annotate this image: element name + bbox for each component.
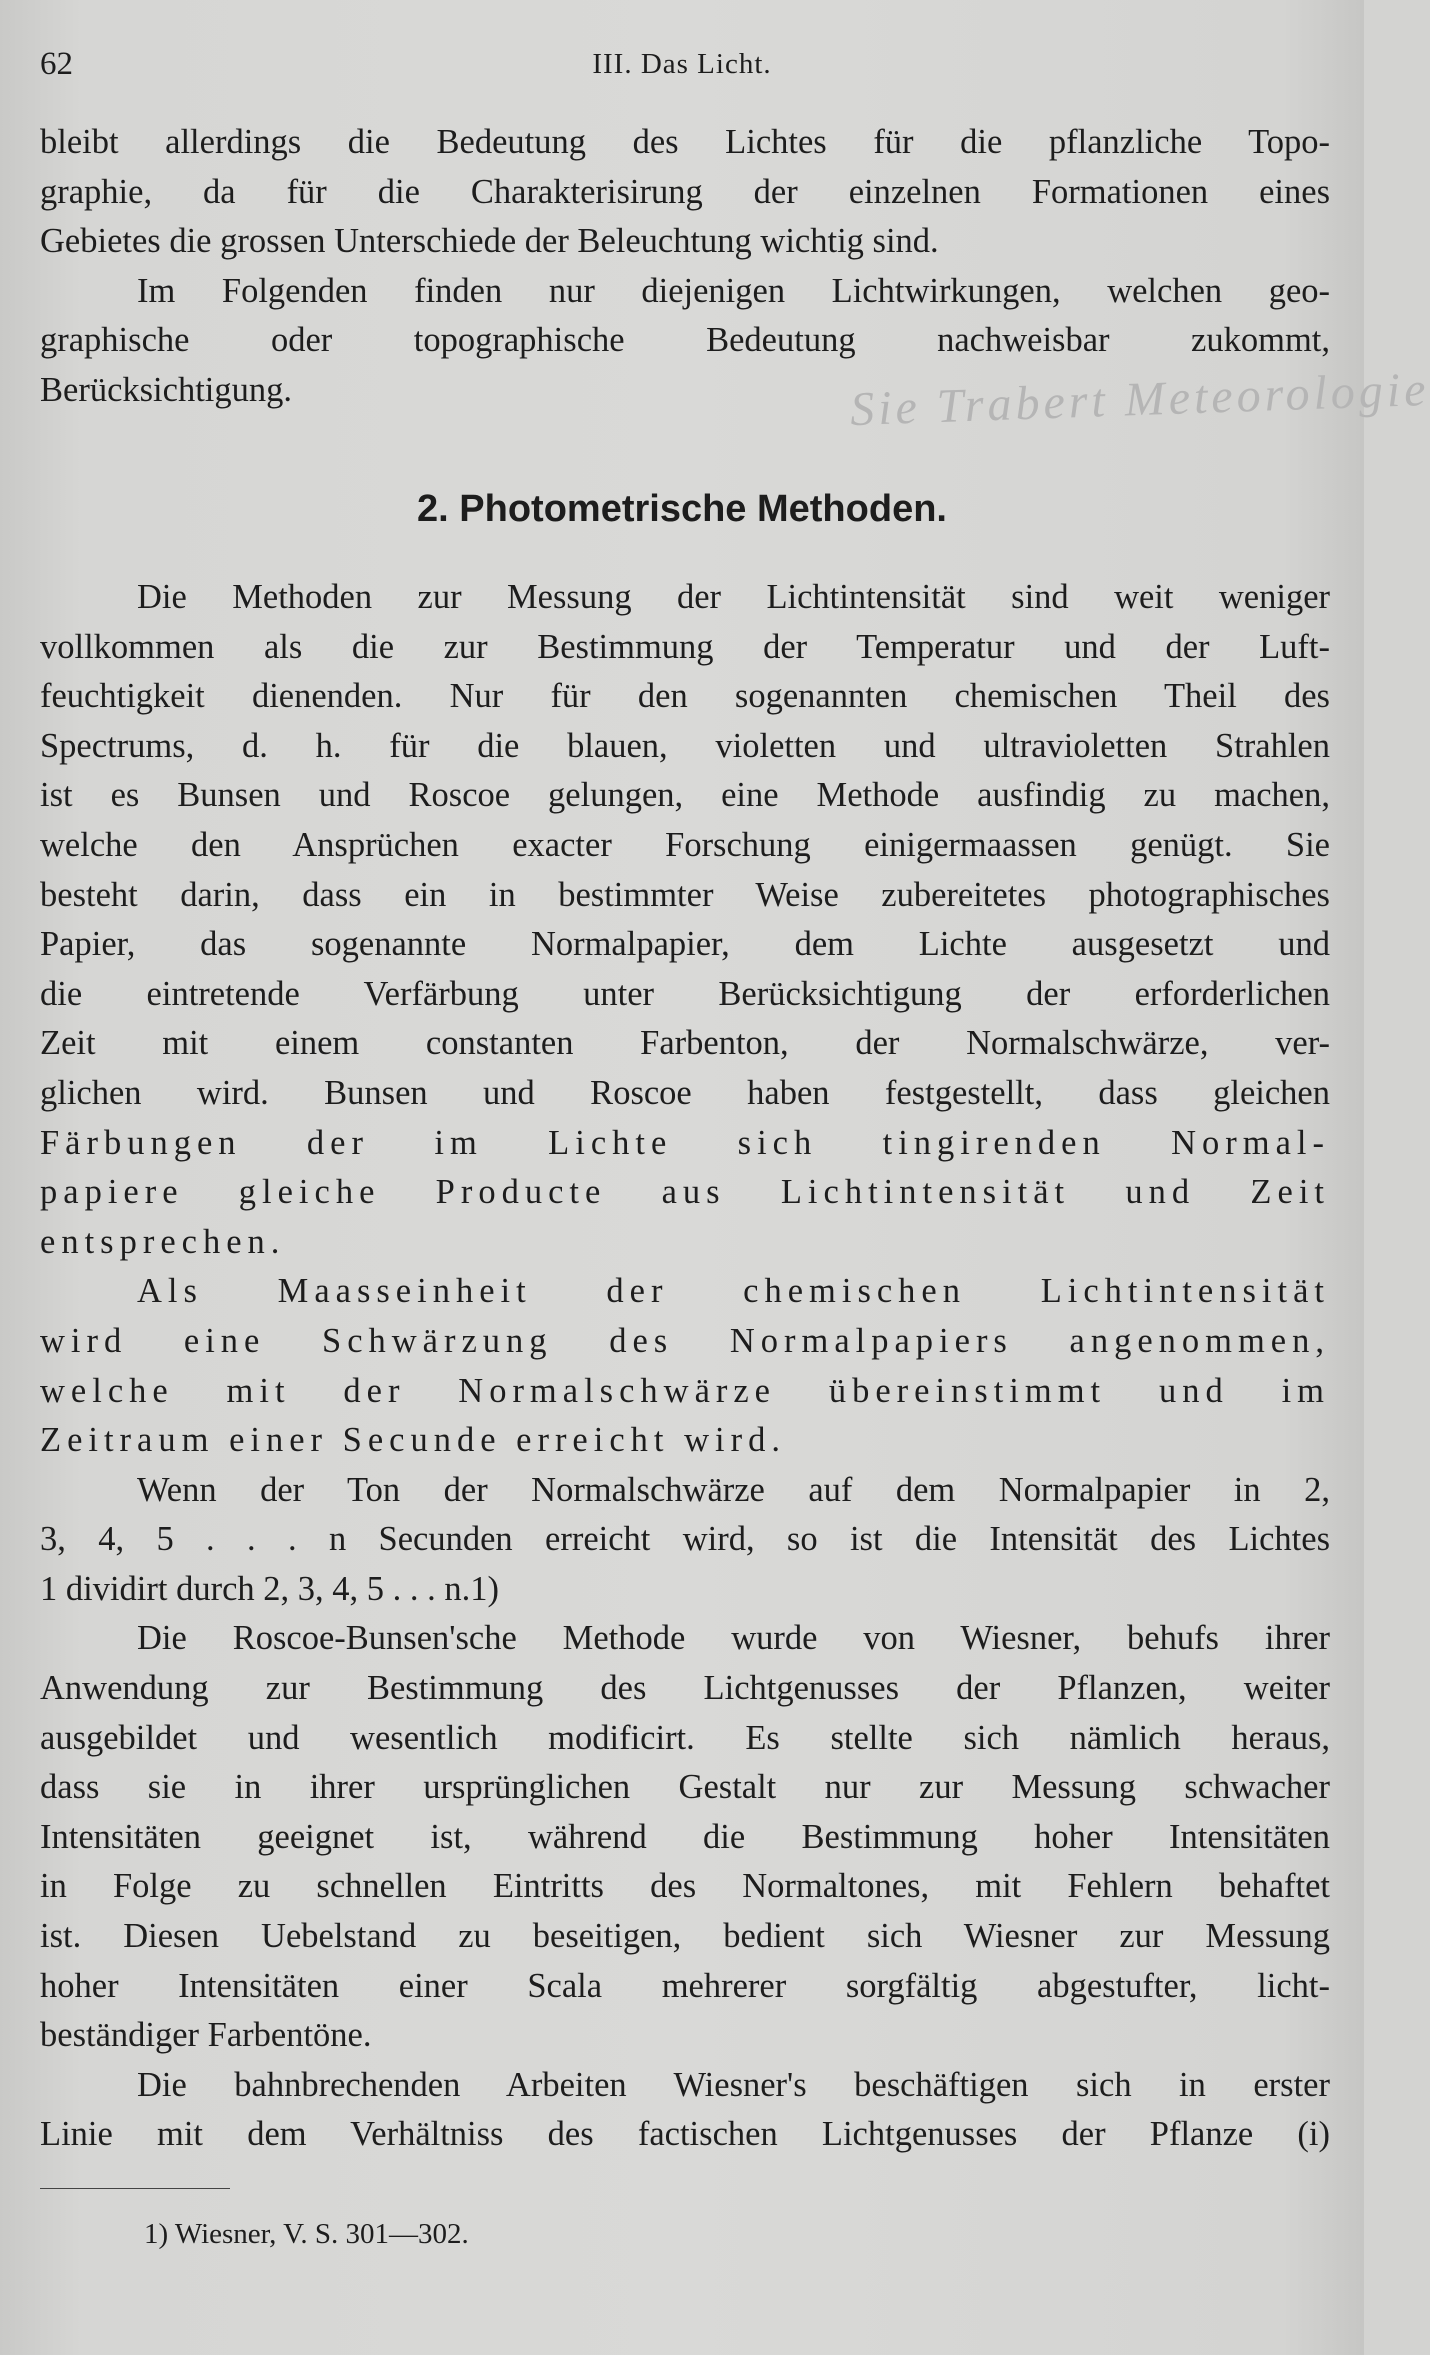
footnote-divider (40, 2188, 230, 2189)
text-line: die eintretende Verfärbung unter Berücksichtigung der erforderlichen (40, 974, 1330, 1013)
footnote: 1) Wiesner, V. S. 301—302. (144, 2218, 469, 2250)
text-line: welche mit der Normalschwärze übereinstimmt und im (40, 1371, 1330, 1410)
text-line: Die bahnbrechenden Arbeiten Wiesner's beschäftigen sich in erster (137, 2065, 1330, 2104)
page-number: 62 (40, 46, 73, 82)
text-line: Wenn der Ton der Normalschwärze auf dem Normalpapier in 2, (137, 1470, 1330, 1509)
text-line: entsprechen. (40, 1222, 286, 1261)
text-line: Zeitraum einer Secunde erreicht wird. (40, 1421, 786, 1460)
text-line: feuchtigkeit dienenden. Nur für den sogenannten chemischen Theil des (40, 677, 1330, 716)
section-heading: 2. Photometrische Methoden. (417, 488, 947, 530)
methods-text (40, 573, 1330, 2160)
text-line: 1 dividirt durch 2, 3, 4, 5 . . . n.1) (40, 1569, 499, 1608)
text-line: vollkommen als die zur Bestimmung der Temperatur und der Luft- (40, 627, 1330, 666)
text-line: Gebietes die grossen Unterschiede der Beleuchtung wichtig sind. (40, 222, 939, 261)
text-line: dass sie in ihrer ursprünglichen Gestalt nur zur Messung schwacher (40, 1768, 1330, 1807)
text-line: ausgebildet und wesentlich modificirt. Es stellte sich nämlich heraus, (40, 1718, 1330, 1757)
intro-text (40, 118, 1330, 416)
text-line: Im Folgenden finden nur diejenigen Lichtwirkungen, welchen geo- (137, 271, 1330, 310)
text-line: ist. Diesen Uebelstand zu beseitigen, bedient sich Wiesner zur Messung (40, 1917, 1330, 1956)
text-line: Die Roscoe-Bunsen'sche Methode wurde von Wiesner, behufs ihrer (137, 1619, 1330, 1658)
running-title: III. Das Licht. (592, 48, 772, 80)
text-line: graphie, da für die Charakterisirung der einzelnen Formationen eines (40, 172, 1330, 211)
text-line: Spectrums, d. h. für die blauen, violetten und ultravioletten Strahlen (40, 726, 1330, 765)
text-line: beständiger Farbentöne. (40, 2016, 372, 2055)
text-line: hoher Intensitäten einer Scala mehrerer sorgfältig abgestufter, licht- (40, 1966, 1330, 2005)
text-line: welche den Ansprüchen exacter Forschung einigermaassen genügt. Sie (40, 825, 1330, 864)
text-line: glichen wird. Bunsen und Roscoe haben festgestellt, dass gleichen (40, 1073, 1330, 1112)
text-line: Anwendung zur Bestimmung des Lichtgenusses der Pflanzen, weiter (40, 1669, 1330, 1708)
text-line: bleibt allerdings die Bedeutung des Lichtes für die pflanzliche Topo- (40, 123, 1330, 161)
text-line: Die Methoden zur Messung der Lichtintensität sind weit weniger (137, 578, 1330, 616)
text-line: besteht darin, dass ein in bestimmter Weise zubereitetes photographisches (40, 875, 1330, 914)
text-line: Als Maasseinheit der chemischen Lichtintensität (137, 1272, 1330, 1311)
text-line: papiere gleiche Producte aus Lichtintensität und Zeit (40, 1173, 1330, 1212)
text-line: 3, 4, 5 . . . n Secunden erreicht wird, so ist die Intensität des Lichtes (40, 1520, 1330, 1559)
pencil-annotation: Sie Trabert Meteorologie (849, 362, 1430, 437)
text-line: graphische oder topographische Bedeutung nachweisbar zukommt, (40, 321, 1330, 360)
text-line: Berücksichtigung. (40, 370, 292, 409)
text-line: Linie mit dem Verhältniss des factischen Lichtgenusses der Pflanze (i) (40, 2115, 1330, 2154)
text-line: Zeit mit einem constanten Farbenton, der Normalschwärze, ver- (40, 1024, 1330, 1063)
text-line: Färbungen der im Lichte sich tingirenden Normal- (40, 1123, 1330, 1162)
text-line: Papier, das sogenannte Normalpapier, dem Lichte ausgesetzt und (40, 925, 1330, 964)
text-line: wird eine Schwärzung des Normalpapiers angenommen, (40, 1321, 1330, 1360)
text-line: ist es Bunsen und Roscoe gelungen, eine Methode ausfindig zu machen, (40, 776, 1330, 815)
text-line: in Folge zu schnellen Eintritts des Normaltones, mit Fehlern behaftet (40, 1867, 1330, 1906)
text-line: Intensitäten geeignet ist, während die Bestimmung hoher Intensitäten (40, 1817, 1330, 1856)
